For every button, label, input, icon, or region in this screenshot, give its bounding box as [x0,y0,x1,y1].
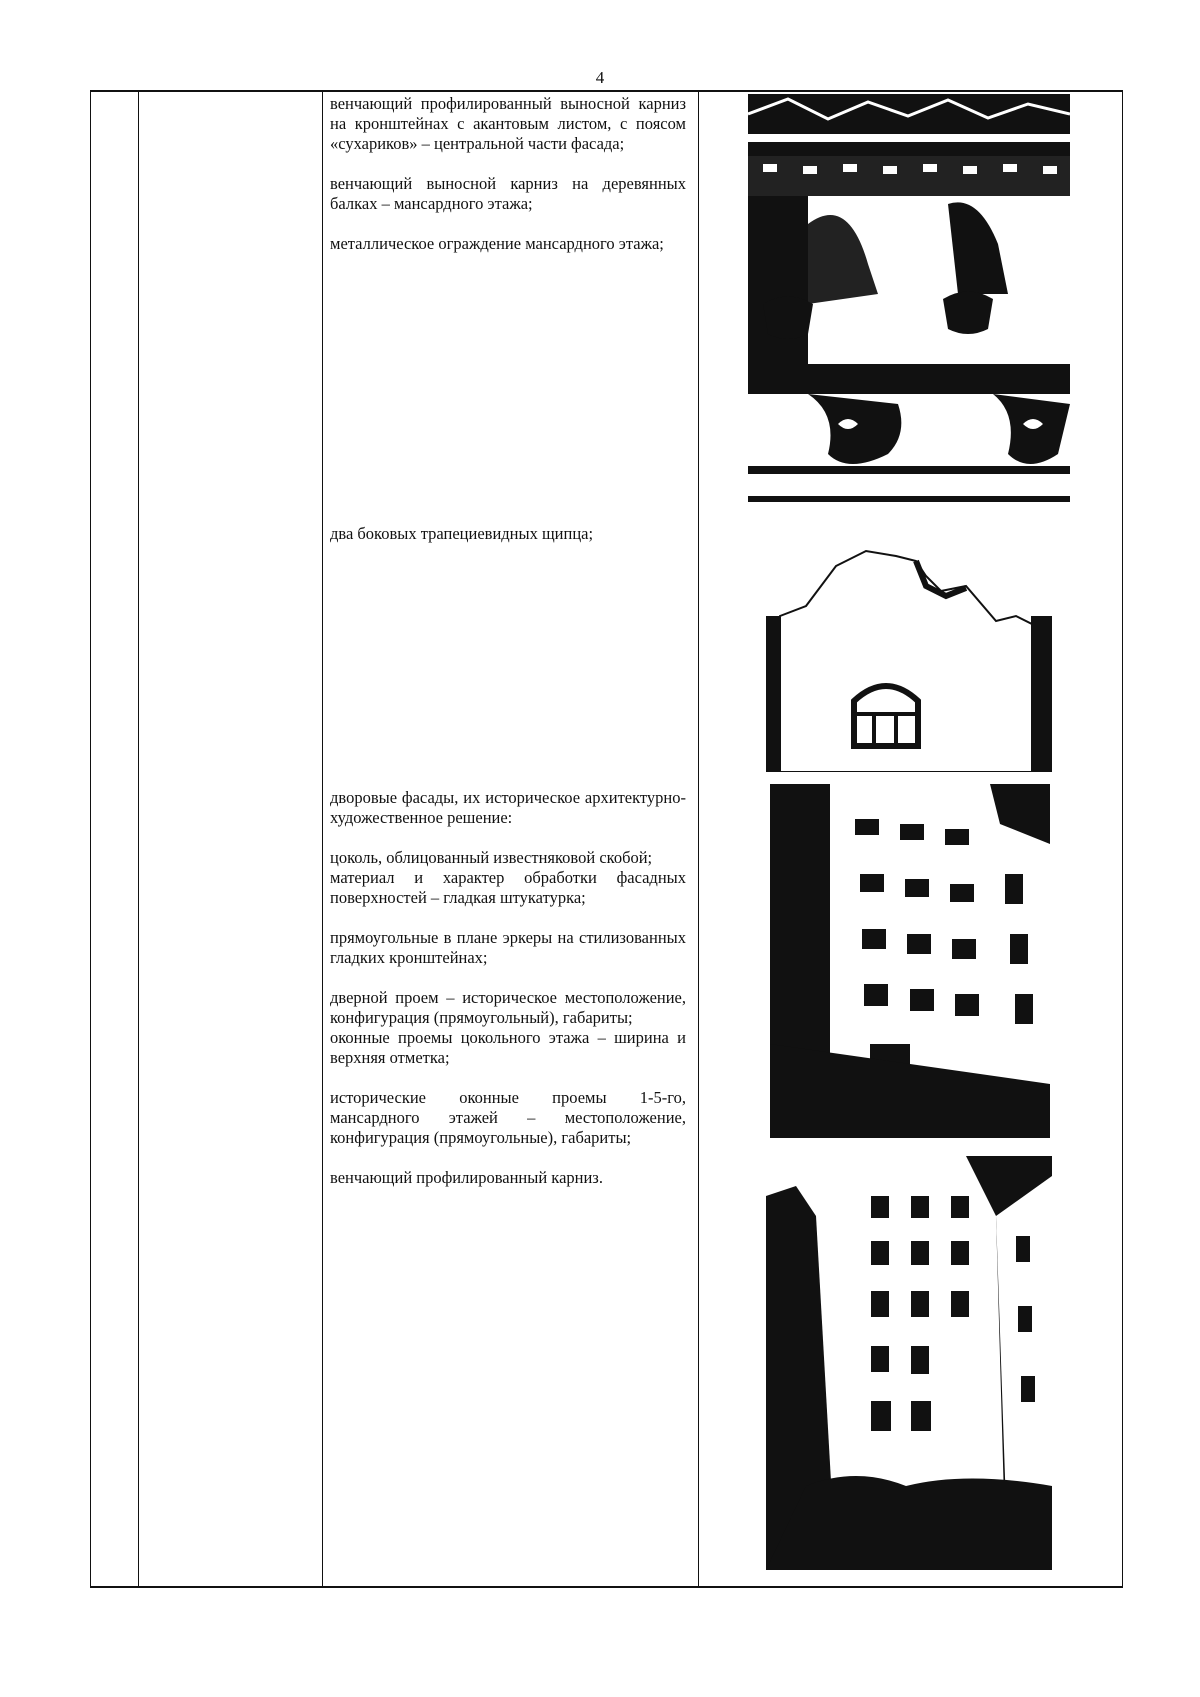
list-item: прямоугольные в плане эркеры на стилизованных гладких кронштейнах; [330,928,686,967]
list-item: венчающий профилированный карниз. [330,1168,603,1187]
list-item: материал и характер обработки фасадных поверхностей – гладкая штукатурка; [330,868,686,907]
column-divider [1122,90,1123,1588]
courtyard-photo-1 [770,784,1050,1138]
list-item: металлическое ограждение мансардного этажа; [330,234,664,253]
column-divider [698,90,699,1588]
column-divider [138,90,139,1588]
list-item: два боковых трапециевидных щипца; [330,524,594,543]
column-divider [322,90,323,1588]
cornice-text-block [330,94,686,254]
gables-text-block [330,524,686,544]
cornice-photo [748,94,1070,508]
list-item: венчающий профилированный выносной карниз на кронштейнах с акантовым листом, с поясом «сухариков» – центральной части фасада; [330,94,686,153]
list-item: цоколь, облицованный известняковой скобой; [330,848,653,867]
table-top-border [90,90,1122,92]
page-number: 4 [595,68,605,87]
gable-photo [766,546,1052,772]
list-item: оконные проемы цокольного этажа – ширина и верхняя отметка; [330,1028,686,1067]
table-bottom-border [90,1586,1122,1588]
courtyard-photo-2 [766,1156,1052,1570]
list-item: дверной проем – историческое местоположение, конфигурация (прямоугольный), габариты; [330,988,686,1027]
column-divider [90,90,91,1588]
courtyard-text-block [330,788,686,1188]
list-item: исторические оконные проемы 1-5-го, мансардного этажей – местоположение, конфигурация (прямоугольные), габариты; [330,1088,686,1147]
list-item: дворовые фасады, их историческое архитектурно-художественное решение: [330,788,686,827]
list-item: венчающий выносной карниз на деревянных балках – мансардного этажа; [330,174,686,213]
